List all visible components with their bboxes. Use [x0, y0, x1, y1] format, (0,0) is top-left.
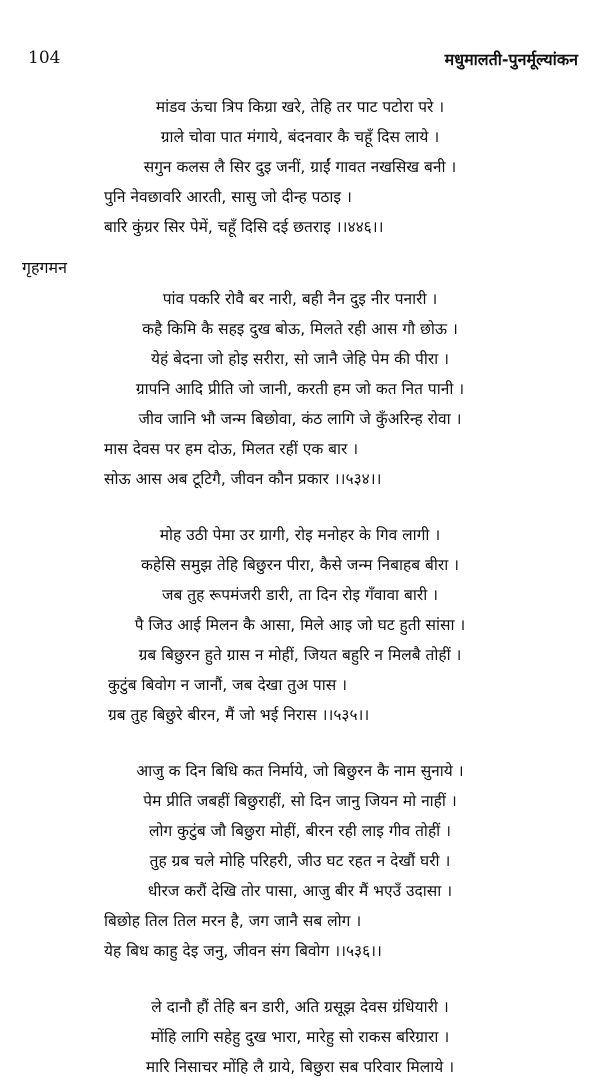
verse-line: मोह उठी पेमा उर ग्रागी, रोइ मनोहर के गिव लागी ।	[159, 526, 441, 544]
verse-line: ग्रापनि आदि प्रीति जो जानी, करती हम जो कत नित पानी ।	[135, 380, 465, 398]
verse-line: मारि निसाचर मोंहि लै ग्राये, बिछुरा सब परिवार मिलाये ।	[145, 1058, 455, 1076]
doha-line: सोऊ आस अब टूटिगै, जीवन कौन प्रकार ।।५३४।।	[104, 470, 382, 488]
doha-line: येह बिध काहु देइ जनु, जीवन संग बिवोग ।।५३६।।	[104, 942, 382, 960]
verse-line: ग्रब बिछुरन हुते ग्रास न मोहीं, जियत बहुरि न मिलबै तोहीं ।	[138, 646, 462, 664]
verse-line: ग्राले चोवा पात मंगाये, बंदनवार कै चहूँ दिस लाये ।	[160, 128, 440, 146]
verse-line: कहै किमि कै सहइ दुख बोऊ, मिलते रही आस गौ छोऊ ।	[142, 320, 458, 338]
verse-line: तुह ग्रब चले मोहि परिहरी, जीउ घट रहत न देखौं घरी ।	[149, 852, 451, 870]
verse-line: जब तुह रूपमंजरी डारी, ता दिन रोइ गँवावा बारी ।	[161, 586, 439, 604]
doha-line: ग्रब तुह बिछुरे बीरन, मैं जो भई निरास ।।५३५।।	[108, 706, 370, 724]
page-number: 104	[28, 48, 61, 68]
verse-line: धीरज करौं देखि तोर पासा, आजु बीर मैं भएउँ उदासा ।	[147, 882, 453, 900]
doha-line: पुनि नेवछावरि आरती, सासु जो दीन्ह पठाइ ।	[104, 188, 352, 206]
verse-line: लोग कुटुंब जौ बिछुरा मोहीं, बीरन रही लाइ गीव तोहीं ।	[149, 822, 451, 840]
doha-line: बारि कुंग्रर सिर पेमें, चहूँ दिसि दई छतराइ ।।४४६।।	[104, 218, 384, 236]
page-header	[28, 48, 578, 74]
verse-line: येहं बेदना जो होइ सरीरा, सो जानै जेहि पेम की पीरा ।	[151, 350, 449, 368]
section-heading: गृहगमन	[22, 258, 67, 277]
doha-line: मास देवस पर हम दोऊ, मिलत रहीं एक बार ।	[104, 440, 359, 458]
verse-line: कहेसि समुझ तेहि बिछुरन पीरा, कैसे जन्म निबाहब बीरा ।	[140, 556, 460, 574]
verse-line: पेम प्रीति जबहीं बिछुराहीं, सो दिन जानु जियन मो नाहीं ।	[143, 792, 457, 810]
verse-line: आजु क दिन बिधि कत निर्माये, जो बिछुरन कै नाम सुनाये ।	[136, 762, 464, 780]
verse-line: जीव जानि भौ जन्म बिछोवा, कंठ लागि जे कुँअरिन्ह रोवा ।	[138, 410, 462, 428]
running-title: मधुमालती-पुनर्मूल्यांकन	[444, 50, 578, 69]
verse-line: ले दानौ हौं तेहि बन डारी, अति ग्रसूझ देवस ग्रंधियारी ।	[151, 998, 449, 1016]
verse-line: मोंहि लागि सहेहु दुख भारा, मारेहु सो राकस बरिग्रारा ।	[150, 1028, 450, 1046]
doha-line: कुटुंब बिवोग न जानौं, जब देखा तुअ पास ।	[108, 676, 347, 694]
verse-line: सगुन कलस लै सिर दुइ जनीं, ग्राईं गावत नखसिख बनी ।	[143, 158, 457, 176]
doha-line: बिछोह तिल तिल मरन है, जग जानै सब लोग ।	[104, 912, 362, 930]
verse-line: पांव पकरि रोवै बर नारी, बही नैन दुइ नीर पनारी ।	[162, 290, 438, 308]
verse-line: पै जिउ आई मिलन कै आसा, मिले आइ जो घट हुती सांसा ।	[134, 616, 466, 634]
verse-line: मांडव ऊंचा त्रिप किग्रा खरे, तेहि तर पाट पटोरा परे ।	[155, 98, 445, 116]
